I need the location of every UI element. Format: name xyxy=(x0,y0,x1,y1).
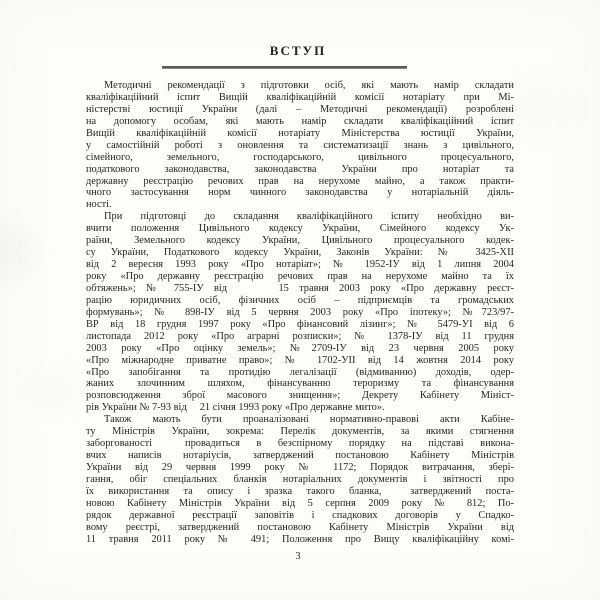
text-line: «Про міжнародне приватне право»; № 1702-УІІ від 14 жовтня 2014 року xyxy=(86,354,514,366)
text-line: державну реєстрацію речових прав на нерухоме майно, а також практи- xyxy=(86,175,514,187)
text-line: 2003 року «Про оцінку земель»; №2709-ІУ від 23 червня 2005 року xyxy=(86,342,514,354)
text-line: року «Про державну реєстрацію речових прав на нерухоме майно та їх xyxy=(86,271,514,282)
text-line: «Про запобігання та протидію легалізації (відмиванню) доходів, одер- xyxy=(86,366,514,378)
text-line: су України, Податкового кодексу України, Законів України: № 3425-ХІІ xyxy=(86,247,514,259)
text-line: від 2 вересня 1993 року «Про нотаріат»; № 1952-ІУ від 1 липня 2004 xyxy=(86,259,514,271)
text-line: Вищій кваліфікаційній комісії нотаріату Міністерства юстиції України, xyxy=(86,127,514,139)
text-line: Також мають бути проаналізовані нормативно-правові акти Кабіне- xyxy=(104,414,514,426)
text-line: ністерстві юстиції України (далі – Методичні рекомендації) розроблені xyxy=(86,103,514,115)
body-text xyxy=(86,80,514,546)
text-line: жаних злочинним шляхом, фінансуванню тероризму та фінансування xyxy=(86,378,514,390)
text-line: рацію юридичних осіб, фізичних осіб – підприємців та громадських xyxy=(86,294,514,306)
text-line: обтяжень»; № 755-ІУ від 15 травня 2003 року «Про державну реєст- xyxy=(86,282,514,294)
text-line: України від 29 червня 1999 року № 1172; Порядок витрачання, збері- xyxy=(86,462,514,473)
text-line: податкового законодавства, законодавства України про нотаріат та xyxy=(86,163,514,175)
text-line: кваліфікаційний іспит Вищій кваліфікаційній комісії нотаріату при Мі- xyxy=(86,91,514,103)
text-line: у самостійній роботі з оновлення та систематизації знань з цивільного, xyxy=(86,139,514,151)
text-line: ВР від 18 грудня 1997 року «Про фінансовий лізинг»; № 5479-УІ від 6 xyxy=(86,318,514,330)
text-line: розповсюдження зброї масового знищення»; Декрету Кабінету Мініст- xyxy=(86,390,514,402)
text-line: ності. xyxy=(86,199,112,211)
text-line: гання, обіг спеціальних бланків нотаріальних документів і звітності про xyxy=(86,473,514,485)
text-line: вчити положення Цивільного кодексу України, Сімейного кодексу Ук- xyxy=(86,223,514,235)
text-line: рядок державної реєстрації заповітів і спадкових договорів у Спадко- xyxy=(86,509,514,521)
title-underline xyxy=(162,66,407,69)
text-line: формувань»; № 898-ІУ від 5 червня 2003 року «Про іпотеку»; №723/97- xyxy=(86,306,514,318)
page-number: 3 xyxy=(295,551,301,562)
text-line: ту Міністрів України, зокрема: Перелік документів, за якими стягнення xyxy=(86,426,514,438)
text-line: на допомогу особам, які мають намір складати кваліфікаційний іспит xyxy=(86,115,514,127)
text-line: листопада 2012 року «Про аграрні розписки»; № 1378-ІУ від 11 грудня xyxy=(86,330,514,342)
text-line: Методичні рекомендації з підготовки осіб, які мають намір складати xyxy=(104,80,514,91)
text-line: 11 травня 2011 року № 491; Положення про Вищу кваліфікаційну комі- xyxy=(86,533,514,545)
text-line: їх використання та опису і зразка такого бланка, затверджений поста- xyxy=(86,485,514,497)
text-line: раїни, Земельного кодексу України, Цивільного процесуального кодек- xyxy=(86,235,514,247)
text-line: чного застосування норм чинного законодавства у нотаріальній діяль- xyxy=(86,187,514,199)
text-line: вчих написів нотаріусів, затверджений постановою Кабінету Міністрів xyxy=(86,450,514,462)
text-line: рів України № 7-93 від 21 січня 1993 року «Про державне мито». xyxy=(86,402,385,414)
text-line: новою Кабінету Міністрів України від 5 серпня 2009 року № 812; По- xyxy=(86,497,514,509)
text-line: При підготовці до складання кваліфікаційного іспиту необхідно ви- xyxy=(104,211,514,223)
text-line: заборгованості провадиться в безспірному порядку на підставі викона- xyxy=(86,438,514,450)
page-title: ВСТУП xyxy=(269,43,327,58)
text-line: вому реєстрі, затверджений постановою Кабінету Міністрів України від xyxy=(86,521,514,533)
text-line: сімейного, земельного, господарського, цивільного процесуального, xyxy=(86,151,514,163)
